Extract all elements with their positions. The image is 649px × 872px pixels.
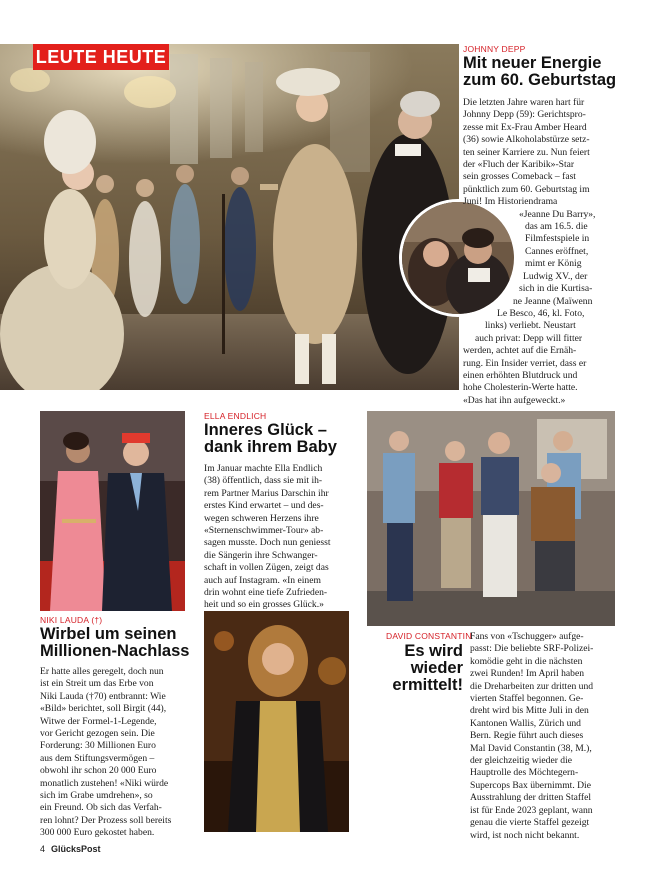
lauda-headline-line-2: Millionen-Nachlass (40, 642, 190, 661)
depp-line: der «Fluch der Karibik»-Star (463, 159, 575, 171)
constantin-line: zwei Runden! Im April haben (470, 668, 585, 680)
endlich-line: auch auf Instagram. «In einem (204, 574, 321, 586)
constantin-headline-line-1: Es wird (404, 642, 463, 660)
lauda-illustration (40, 411, 185, 611)
lauda-line: ren lohnt? Der Prozess soll bereits (40, 814, 172, 826)
endlich-line: (38) öffentlich, dass sie mit ih- (204, 475, 323, 487)
endlich-kicker: ELLA ENDLICH (204, 411, 267, 421)
depp-line: «Jeanne Du Barry», (519, 208, 596, 220)
depp-line: Le Besco, 46, kl. Foto, (497, 307, 585, 319)
lauda-line: 300 000 Euro gekostet haben. (40, 827, 155, 839)
endlich-illustration (204, 611, 349, 832)
constantin-line: Mal David Constantin (38, M.), (470, 742, 592, 754)
lauda-line: Niki Lauda (†70) entbrannt: Wie (40, 690, 166, 702)
constantin-line: Supercops Bax übernimmt. Die (470, 779, 591, 791)
endlich-line: Im Januar machte Ella Endlich (204, 463, 323, 474)
page-number: 4 (40, 844, 46, 854)
constantin-headline-line-3: ermittelt! (392, 676, 463, 694)
constantin-line: Kantonen Wallis, Zürich und (470, 717, 581, 729)
lauda-headline-line-1: Wirbel um seinen (40, 625, 177, 643)
endlich-line: rem Partner Marius Darschin ihr (204, 487, 329, 499)
photo-ella-endlich (204, 611, 349, 832)
endlich-line: erstes Kind erwartet – und des- (204, 500, 324, 512)
lauda-line: Er hatte alles geregelt, doch nun (40, 666, 164, 677)
depp-line: einen erhöhten Blutdruck und (463, 369, 578, 381)
depp-line: (36) sowie Alkoholabstürze setz- (463, 134, 590, 146)
lauda-line: Witwe der Formel-1-Legende, (40, 715, 157, 727)
lauda-line: vor Gericht gezogen sein. Die (40, 728, 155, 740)
endlich-line: heit und so ein grosses Glück.» (204, 599, 324, 611)
endlich-line: drin wohnt eine tiefe Zufrieden- (204, 587, 328, 599)
depp-line: sich in die Kurtisa- (519, 283, 593, 295)
page-footer (40, 844, 101, 854)
lauda-line: obwohl ihr schon 20 000 Euro (40, 765, 157, 777)
depp-line: hohe Cholesterin-Werte hatte. (463, 382, 578, 394)
photo-lauda-couple (40, 411, 185, 611)
depp-line: ten seiner Karriere zu. Nun feiert (463, 146, 590, 158)
constantin-kicker: DAVID CONSTANTIN (386, 631, 472, 641)
depp-headline-line-2: zum 60. Geburtstag (463, 71, 617, 90)
endlich-body (204, 463, 364, 612)
constantin-line: ist für Ende 2023 geplant, wann (470, 804, 593, 816)
constantin-line: Ausstrahlung der dritten Staffel (470, 792, 592, 804)
depp-line: Filmfestspiele in (525, 233, 590, 245)
depp-line: Cannes eröffnet, (525, 245, 589, 257)
depp-line: das am 16.5. die (525, 221, 588, 233)
depp-line: mimt er König (525, 258, 582, 270)
constantin-line: Bern. Regie führt auch dieses (470, 730, 584, 742)
endlich-headline-line-2: dank ihrem Baby (204, 438, 337, 457)
constantin-line: die Dreharbeiten zur dritten und (470, 680, 594, 692)
endlich-line: schaft in vollen Zügen, zeigt das (204, 562, 329, 574)
endlich-line: die Sängerin ihre Schwanger- (204, 549, 318, 561)
depp-line: Die letzten Jahre waren hart für (463, 97, 585, 108)
endlich-line: wegen schweren Herzens ihre (204, 512, 319, 524)
lauda-line: aus dem Stiftungsvermögen – (40, 752, 155, 764)
constantin-headline-line-2: wieder (410, 659, 463, 677)
depp-line: Johnny Depp (59): Gerichtspro- (463, 109, 586, 121)
publication-name: GlücksPost (51, 844, 101, 854)
depp-line: Juni! Im Historiendrama (463, 196, 558, 208)
lauda-line: Forderung: 30 Millionen Euro (40, 740, 156, 752)
constantin-body (470, 631, 618, 842)
endlich-line: sagen musste. Doch nun geniesst (204, 537, 331, 549)
endlich-headline (204, 422, 364, 457)
depp-headline (463, 55, 643, 90)
depp-line: Ludwig XV., der (523, 270, 588, 282)
constantin-line: wird, ist noch nicht bekannt. (470, 829, 580, 841)
constantin-line: dreht wird bis Mitte Juli in den (470, 705, 589, 717)
constantin-line: Fans von «Tschugger» aufge- (470, 631, 584, 642)
depp-line: rung. Ein Insider verriet, dass er (463, 357, 587, 369)
lauda-line: «Bild» berichtet, soll Birgit (44), (40, 703, 167, 715)
constantin-headline (386, 643, 463, 694)
lauda-kicker: NIKI LAUDA (†) (40, 615, 103, 625)
constantin-line: passt: Die beliebte SRF-Polizei- (470, 643, 594, 655)
depp-headline-line-1: Mit neuer Energie (463, 54, 602, 72)
lauda-headline (40, 626, 210, 661)
lauda-line: ein Freund. Ob sich das Verfah- (40, 802, 162, 814)
constantin-line: genau die vierte Staffel gezeigt (470, 817, 590, 829)
endlich-line: «Sternenschwimmer-Tour» ab- (204, 525, 324, 537)
section-banner: LEUTE HEUTE (33, 44, 169, 70)
constantin-line: Hauptrolle des Möchtegern- (470, 767, 579, 779)
depp-line: links) verliebt. Neustart (485, 320, 576, 332)
lauda-body (40, 666, 205, 840)
endlich-headline-line-1: Inneres Glück – (204, 421, 327, 439)
depp-line: «Das hat ihn aufgeweckt.» (463, 394, 566, 406)
depp-line: zesse mit Ex-Frau Amber Heard (463, 121, 587, 133)
depp-kicker: JOHNNY DEPP (463, 44, 526, 54)
lauda-line: sich im Grabe umdrehen», so (40, 790, 153, 802)
lauda-line: ist ein Streit um das Erbe von (40, 678, 154, 690)
tschugger-illustration (367, 411, 615, 626)
depp-line: ne Jeanne (Maïwenn (513, 295, 593, 307)
constantin-line: vierten Staffel begonnen. Ge- (470, 693, 584, 705)
depp-line: pünktlich zum 60. Geburtstag im (463, 183, 590, 195)
constantin-line: der gleichzeitig wieder die (470, 755, 573, 767)
lauda-line: monatlich zustehen! «Niki würde (40, 777, 169, 789)
depp-line: auch privat: Depp will fitter (475, 332, 583, 344)
photo-tschugger-cast (367, 411, 615, 626)
depp-line: sein grosses Comeback – fast (463, 171, 576, 183)
depp-line: werden, achtet auf die Ernäh- (463, 345, 577, 357)
constantin-line: komödie geht in die nächsten (470, 655, 583, 667)
depp-body (463, 97, 643, 407)
photo-jeanne-du-barry-scene (0, 44, 459, 390)
scene-illustration (0, 44, 459, 390)
